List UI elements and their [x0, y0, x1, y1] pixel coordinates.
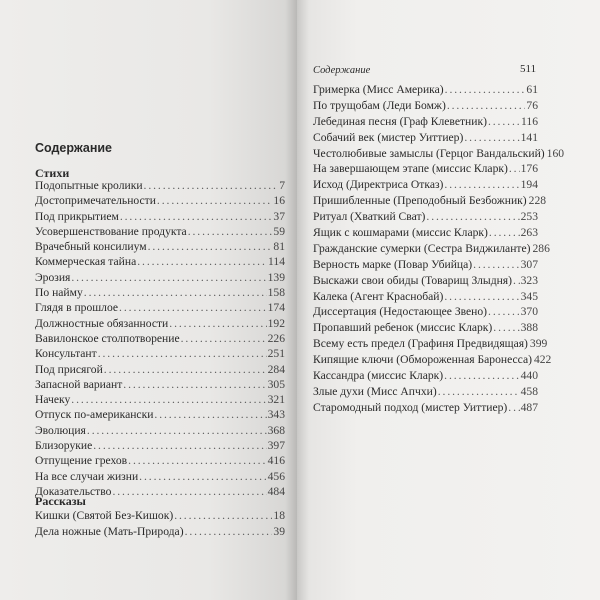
entry-page: 343: [267, 408, 285, 422]
dot-leader: [444, 290, 519, 303]
entry-title: Отпущение грехов: [35, 454, 128, 468]
entry-page: 422: [533, 353, 552, 367]
entry-page: 370: [520, 305, 538, 319]
dot-leader: [181, 332, 267, 345]
toc-entry: [313, 210, 538, 226]
entry-title: Эрозия: [35, 270, 71, 284]
entry-page: 226: [267, 331, 285, 345]
toc-entry: [313, 337, 548, 353]
entry-page: 368: [267, 423, 285, 437]
toc-entry: [313, 146, 565, 163]
entry-page: 158: [267, 286, 285, 300]
dot-leader: [473, 258, 519, 271]
dot-leader: [87, 424, 267, 437]
entry-title: Дела ножные (Мать-Природа): [35, 524, 184, 538]
entry-title: Кипящие ключи (Обмороженная Баронесса): [313, 353, 532, 367]
dot-leader: [104, 363, 267, 376]
dot-leader: [139, 470, 266, 483]
toc-entry: [35, 210, 285, 225]
entry-title: Ритуал (Хваткий Сват): [313, 210, 426, 224]
entry-page: 114: [268, 255, 285, 269]
entry-title: Пропавший ребенок (миссис Кларк): [313, 321, 493, 335]
toc-entry: [313, 321, 538, 337]
toc-entry: [35, 393, 285, 408]
entry-page: 388: [520, 321, 538, 335]
toc-entry: [35, 470, 285, 485]
entry-title: Ящик с кошмарами (миссис Кларк): [313, 226, 488, 240]
entry-page: 251: [267, 347, 285, 361]
entry-page: 192: [267, 316, 285, 330]
toc-entry: [313, 258, 538, 274]
dot-leader: [444, 178, 519, 191]
entry-page: 286: [532, 241, 550, 255]
entry-page: 484: [267, 484, 285, 498]
toc-entry: [313, 274, 538, 290]
toc-entry: [35, 454, 285, 469]
toc-entry: [313, 290, 538, 306]
dot-leader: [438, 385, 520, 398]
entry-page: 263: [520, 226, 538, 240]
entry-page: 323: [520, 273, 538, 287]
toc-entry: [35, 271, 285, 286]
entry-page: 456: [267, 469, 285, 483]
dot-leader: [98, 347, 267, 360]
dot-leader: [112, 485, 266, 498]
toc-list-continued: [313, 83, 565, 417]
toc-entry: [313, 83, 538, 99]
dot-leader: [157, 194, 272, 207]
toc-entry: [313, 385, 538, 401]
entry-page: 321: [267, 393, 285, 407]
dot-leader: [120, 210, 273, 223]
dot-leader: [445, 83, 526, 96]
entry-title: Доказательство: [35, 484, 112, 498]
entry-title: Близорукие: [35, 439, 93, 453]
entry-page: 284: [267, 362, 285, 376]
dot-leader: [174, 509, 272, 522]
entry-title: Коммерческая тайна: [35, 255, 137, 269]
toc-entry: [35, 332, 285, 347]
dot-leader: [444, 369, 519, 382]
toc-entry: [313, 369, 538, 385]
toc-entry: [313, 162, 538, 178]
dot-leader: [489, 226, 520, 239]
entry-title: Усовершенствование продукта: [35, 224, 187, 238]
entry-title: Начеку: [35, 393, 71, 407]
dot-leader: [488, 305, 520, 318]
left-page: [0, 0, 297, 600]
entry-title: Под присягой: [35, 362, 103, 376]
entry-title: Собачий век (мистер Уиттиер): [313, 130, 464, 144]
entry-title: Гримерка (Мисс Америка): [313, 83, 444, 96]
entry-title: Кассандра (миссис Кларк): [313, 369, 444, 383]
entry-page: 139: [267, 270, 285, 284]
dot-leader: [148, 240, 273, 253]
entry-page: 194: [520, 178, 538, 192]
entry-title: На завершающем этапе (миссис Кларк): [313, 162, 508, 176]
toc-entry: [313, 226, 538, 242]
toc-list-poems: [35, 179, 285, 500]
entry-title: Достопримечательности: [35, 194, 156, 208]
toc-entry: [313, 131, 538, 147]
toc-entry: [313, 99, 538, 115]
dot-leader: [144, 179, 279, 192]
entry-title: Отпуск по-американски: [35, 408, 154, 422]
entry-page: 176: [520, 162, 538, 176]
entry-title: По трущобам (Леди Бомж): [313, 98, 446, 112]
entry-title: Всему есть предел (Графиня Предвидящая): [313, 337, 528, 351]
entry-page: 458: [520, 384, 538, 398]
dot-leader: [119, 301, 267, 314]
entry-title: Кишки (Святой Без-Кишок): [35, 509, 174, 522]
entry-page: 305: [267, 377, 285, 391]
toc-entry: [35, 378, 285, 393]
toc-entry: [313, 178, 538, 194]
entry-page: 7: [279, 179, 285, 192]
entry-page: 307: [520, 257, 538, 271]
entry-title: Диссертация (Недостающее Звено): [313, 305, 488, 319]
toc-entry: [313, 305, 538, 321]
entry-page: 253: [520, 210, 538, 224]
dot-leader: [447, 99, 526, 112]
dot-leader: [493, 321, 519, 334]
running-title: Содержание: [313, 65, 371, 76]
toc-entry: [35, 194, 285, 209]
toc-entry: [35, 225, 285, 240]
toc-entry: [35, 317, 285, 332]
entry-title: Старомодный подход (мистер Уиттиер): [313, 400, 508, 414]
entry-page: 174: [267, 301, 285, 315]
dot-leader: [188, 225, 273, 238]
toc-entry: [35, 286, 285, 301]
toc-entry: [35, 424, 285, 439]
toc-entry: [35, 255, 285, 270]
dot-leader: [71, 393, 266, 406]
toc-entry: [35, 363, 285, 378]
entry-page: 16: [273, 194, 285, 208]
dot-leader: [509, 162, 520, 175]
toc-entry: [35, 179, 285, 194]
dot-leader: [169, 317, 266, 330]
toc-entry: [35, 525, 285, 541]
toc-heading: Содержание: [35, 141, 113, 155]
entry-page: 399: [529, 337, 548, 351]
dot-leader: [154, 408, 266, 421]
entry-title: Глядя в прошлое: [35, 301, 119, 315]
entry-page: 116: [521, 114, 538, 128]
dot-leader: [488, 115, 520, 128]
toc-entry: [35, 347, 285, 362]
dot-leader: [513, 274, 520, 287]
dot-leader: [508, 401, 519, 414]
dot-leader: [464, 131, 519, 144]
dot-leader: [137, 255, 267, 268]
entry-title: На все случаи жизни: [35, 469, 139, 483]
entry-page: 160: [546, 146, 565, 160]
entry-page: 18: [273, 509, 285, 522]
dot-leader: [426, 210, 519, 223]
toc-entry: [35, 408, 285, 423]
entry-page: 397: [267, 439, 285, 453]
entry-title: Под прикрытием: [35, 209, 119, 223]
entry-title: Эволюция: [35, 423, 86, 437]
toc-entry: [35, 509, 285, 525]
toc-list-stories: [35, 509, 285, 540]
entry-page: 81: [273, 240, 285, 254]
entry-page: 141: [520, 130, 538, 144]
toc-entry: [35, 240, 285, 255]
toc-entry: [35, 439, 285, 454]
entry-page: 345: [520, 289, 538, 303]
entry-title: Выскажи свои обиды (Товарищ Злыдня): [313, 273, 513, 287]
toc-entry: [313, 401, 538, 417]
entry-page: 76: [526, 98, 538, 112]
entry-title: Злые духи (Мисс Апчхи): [313, 384, 437, 398]
toc-entry: [313, 241, 550, 258]
dot-leader: [185, 525, 273, 538]
toc-entry: [313, 194, 547, 210]
entry-title: Гражданские сумерки (Сестра Виджиланте): [313, 241, 531, 255]
dot-leader: [128, 454, 266, 467]
entry-title: Врачебный консилиум: [35, 240, 147, 254]
entry-title: Верность марке (Повар Убийца): [313, 257, 473, 271]
entry-page: 416: [267, 454, 285, 468]
dot-leader: [93, 439, 266, 452]
entry-page: 39: [273, 524, 285, 538]
entry-title: Должностные обязанности: [35, 316, 169, 330]
entry-page: 61: [526, 83, 538, 96]
dot-leader: [123, 378, 266, 391]
entry-title: Пришибленные (Преподобный Безбожник): [313, 194, 527, 208]
entry-page: 59: [273, 224, 285, 238]
entry-title: Калека (Агент Краснобай): [313, 289, 444, 303]
entry-title: Запасной вариант: [35, 377, 123, 391]
section-title-stories: Рассказы: [35, 494, 86, 508]
entry-title: Консультант: [35, 347, 97, 361]
page-number: 511: [520, 63, 537, 75]
entry-title: Исход (Директриса Отказ): [313, 178, 444, 192]
dot-leader: [71, 271, 266, 284]
toc-entry: [35, 301, 285, 316]
section-title-poems: Стихи: [35, 166, 70, 180]
toc-entry: [313, 115, 538, 131]
entry-title: Честолюбивые замыслы (Герцог Вандальский): [313, 146, 545, 160]
entry-page: 440: [520, 369, 538, 383]
entry-page: 487: [520, 400, 538, 414]
entry-title: Подопытные кролики: [35, 179, 143, 192]
entry-page: 228: [528, 194, 547, 208]
dot-leader: [84, 286, 267, 299]
entry-title: Лебединая песня (Граф Клеветник): [313, 114, 487, 128]
entry-title: По найму: [35, 286, 83, 300]
entry-title: Вавилонское столпотворение: [35, 331, 180, 345]
toc-entry: [313, 353, 552, 369]
entry-page: 37: [273, 209, 285, 223]
